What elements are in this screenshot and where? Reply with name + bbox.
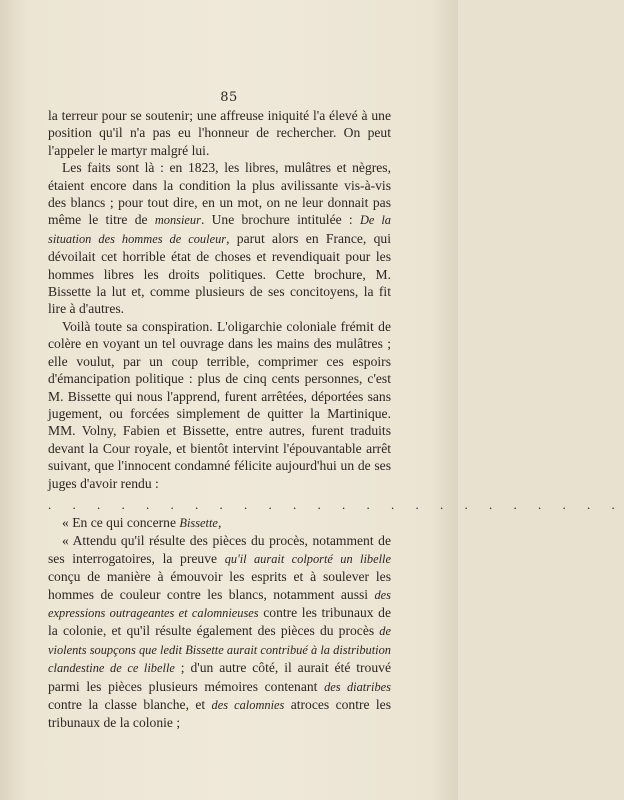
italic-colporte: qu'il aurait colporté un libelle	[224, 551, 391, 566]
paragraph-4-text-a: « En ce qui concerne	[62, 514, 180, 530]
paragraph-1: la terreur pour se soutenir; une affreuse iniquité l'a élevé à une position qu'il n'a pas eu l'honneur de rechercher. On peut l'appeler le martyr malgré lui.	[48, 108, 391, 158]
paragraph-2-text-c: . Une brochure intitulée :	[200, 212, 360, 228]
paragraph-4-text-c: ,	[217, 514, 222, 530]
paragraph-4	[48, 514, 391, 532]
paragraph-2	[48, 159, 391, 318]
italic-soupcons: de violents soupçons que ledit Bissette aurait contribué à la distribution clandestine de ce libelle	[48, 624, 391, 676]
italic-calomnies: des calomnies	[211, 698, 285, 712]
italic-monsieur: monsieur	[154, 213, 201, 228]
paragraph-2-text-e: , parut alors en France, qui dévoilait cet horrible état de choses et revendiquait pour les hommes libres les droits politiques. Cette brochure, M. Bissette la lut et, comme plusieurs de ses concitoyens, la fit lire à d'autres.	[48, 230, 391, 317]
paragraph-5-text-i: contre la classe blanche, et	[48, 697, 212, 712]
italic-diatribes: des diatribes	[324, 679, 391, 694]
paragraph-5-text-k: atroces contre les tribunaux de la colonie ;	[48, 697, 392, 731]
paragraph-3: Voilà toute sa conspiration. L'oligarchie coloniale frémit de colère en voyant un tel ouvrage dans les mains des mulâtres ; elle voulut, par un coup terrible, comprimer ces espoirs d'émancipation politique : plus de cinq cents personnes, c'est M. Bissette qui nous l'apprend, furent arrêtées, déportées sans jugement, ou forcées simplement de quitter la Martinique. MM. Volny, Fabien et Bissette, entre autres, furent traduits devant la Cour royale, et bientôt intervint l'épouvantable arrêt suivant, que l'innocent condamné félicite aujourd'hui un de ses juges d'avoir rendu :	[48, 318, 391, 491]
italic-expressions: des expressions outrageantes et calomnieuses	[48, 587, 391, 620]
italic-bissette: Bissette	[179, 515, 218, 530]
paragraph-2-text-a: Les faits sont là : en 1823, les libres, mulâtres et nègres, étaient encore dans la condition la plus avilissante vis-à-vis des blancs ; pour tout dire, en un mot, on ne leur donnait pas même le titre de	[48, 160, 391, 228]
ellipsis-row: . . . . . . . . . . . . . . . . . . . . . . . .	[48, 496, 624, 512]
italic-brochure-title: De la situation des hommes de couleur	[48, 213, 392, 246]
body-text	[48, 107, 624, 732]
paragraph-5-text-e: contre les tribunaux de la colonie, et qu'il résulte également des pièces du procès	[48, 604, 392, 639]
paragraph-5-text-c: conçu de manière à émouvoir les esprits et à soulever les hommes de couleur contre les blancs, notamment aussi	[48, 569, 391, 602]
paragraph-5	[48, 532, 391, 731]
paragraph-5-text-g: ; d'un autre côté, il aurait été trouvé parmi les pièces plusieurs mémoires contenant	[48, 660, 391, 694]
paragraph-5-text-a: « Attendu qu'il résulte des pièces du procès, notamment de ses interrogatoires, la preuve	[48, 533, 391, 566]
page-number: 85	[220, 90, 238, 105]
